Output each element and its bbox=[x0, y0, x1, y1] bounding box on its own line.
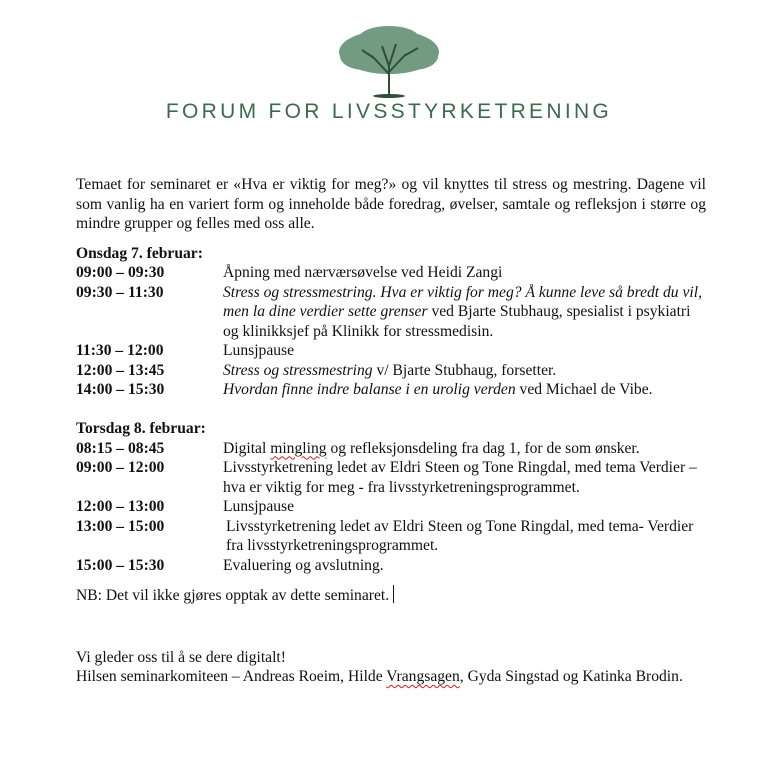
time-slot: 14:00 – 15:30 bbox=[76, 381, 165, 398]
spellcheck-word: mingling bbox=[270, 439, 327, 457]
time-slot: 09:30 – 11:30 bbox=[76, 283, 164, 301]
day-heading: Torsdag 8. februar: bbox=[76, 420, 206, 437]
day-heading: Onsdag 7. februar: bbox=[76, 244, 203, 262]
schedule-row bbox=[76, 263, 706, 283]
time-slot: 15:00 – 15:30 bbox=[76, 556, 165, 574]
time-slot: 09:00 – 09:30 bbox=[76, 264, 165, 281]
schedule-row bbox=[76, 517, 706, 556]
note-paragraph[interactable]: NB: Det vil ikke gjøres opptak av dette seminaret. bbox=[76, 585, 706, 606]
logo bbox=[0, 22, 778, 132]
schedule-row bbox=[76, 361, 706, 381]
time-slot: 08:15 – 08:45 bbox=[76, 439, 165, 457]
session-description: Lunsjpause bbox=[223, 342, 295, 359]
session-description: Livsstyrketrening ledet av Eldri Steen og Tone Ringdal, med tema Verdier – hva er viktig for meg - fra livsstyrketreningsprogrammet. bbox=[223, 459, 697, 496]
text-cursor bbox=[393, 585, 394, 603]
intro-paragraph: Temaet for seminaret er «Hva er viktig for meg?» og vil knyttes til stress og mestring. Dagene vil som vanlig ha en variert form og inneholde både foredrag, øvelser, samtale og refleksjon i større og mindre grupper og felles med oss alle. bbox=[76, 176, 706, 232]
day-section bbox=[76, 244, 706, 400]
time-slot: 11:30 – 12:00 bbox=[76, 342, 164, 359]
session-description: Åpning med nærværsøvelse ved Heidi Zangi bbox=[223, 264, 503, 281]
time-slot: 12:00 – 13:45 bbox=[76, 361, 165, 379]
schedule-row bbox=[76, 283, 706, 342]
schedule-row bbox=[76, 458, 706, 497]
closing-section bbox=[76, 648, 706, 687]
document-body bbox=[76, 175, 706, 687]
time-slot: 09:00 – 12:00 bbox=[76, 459, 165, 476]
spacer bbox=[76, 400, 706, 420]
time-slot: 12:00 – 13:00 bbox=[76, 498, 165, 515]
schedule-row bbox=[76, 497, 706, 517]
day-section bbox=[76, 419, 706, 575]
spellcheck-word: Vrangsagen bbox=[386, 668, 460, 685]
schedule-row bbox=[76, 556, 706, 576]
tree-icon bbox=[334, 26, 444, 98]
session-description: Stress og stressmestring. Hva er viktig for meg? Å kunne leve så bredt du vil, men la dine verdier sette grenser ved Bjarte Stubhaug, spesialist i psykiatri og klinikksjef på Klinikk for stressmedisin. bbox=[223, 283, 702, 340]
session-description: Lunsjpause bbox=[223, 498, 295, 515]
brand-title: FORUM FOR LIVSSTYRKETRENING bbox=[165, 100, 613, 123]
session-description: Digital mingling og refleksjonsdeling fra dag 1, for de som ønsker. bbox=[223, 439, 640, 457]
closing-signature: Hilsen seminarkomiteen – Andreas Roeim, Hilde Vrangsagen, Gyda Singstad og Katinka Brodin. bbox=[76, 668, 683, 685]
closing-greeting: Vi gleder oss til å se dere digitalt! bbox=[76, 648, 286, 666]
session-description: Livsstyrketrening ledet av Eldri Steen og Tone Ringdal, med tema- Verdier fra livsstyrketreningsprogrammet. bbox=[226, 517, 694, 554]
schedule-row bbox=[76, 341, 706, 361]
schedule-row bbox=[76, 439, 706, 459]
session-description: Stress og stressmestring v/ Bjarte Stubhaug, forsetter. bbox=[223, 361, 557, 379]
schedule-row bbox=[76, 380, 706, 400]
time-slot: 13:00 – 15:00 bbox=[76, 517, 165, 535]
session-description: Hvordan finne indre balanse i en urolig verden ved Michael de Vibe. bbox=[223, 381, 653, 398]
session-description: Evaluering og avslutning. bbox=[223, 556, 384, 574]
